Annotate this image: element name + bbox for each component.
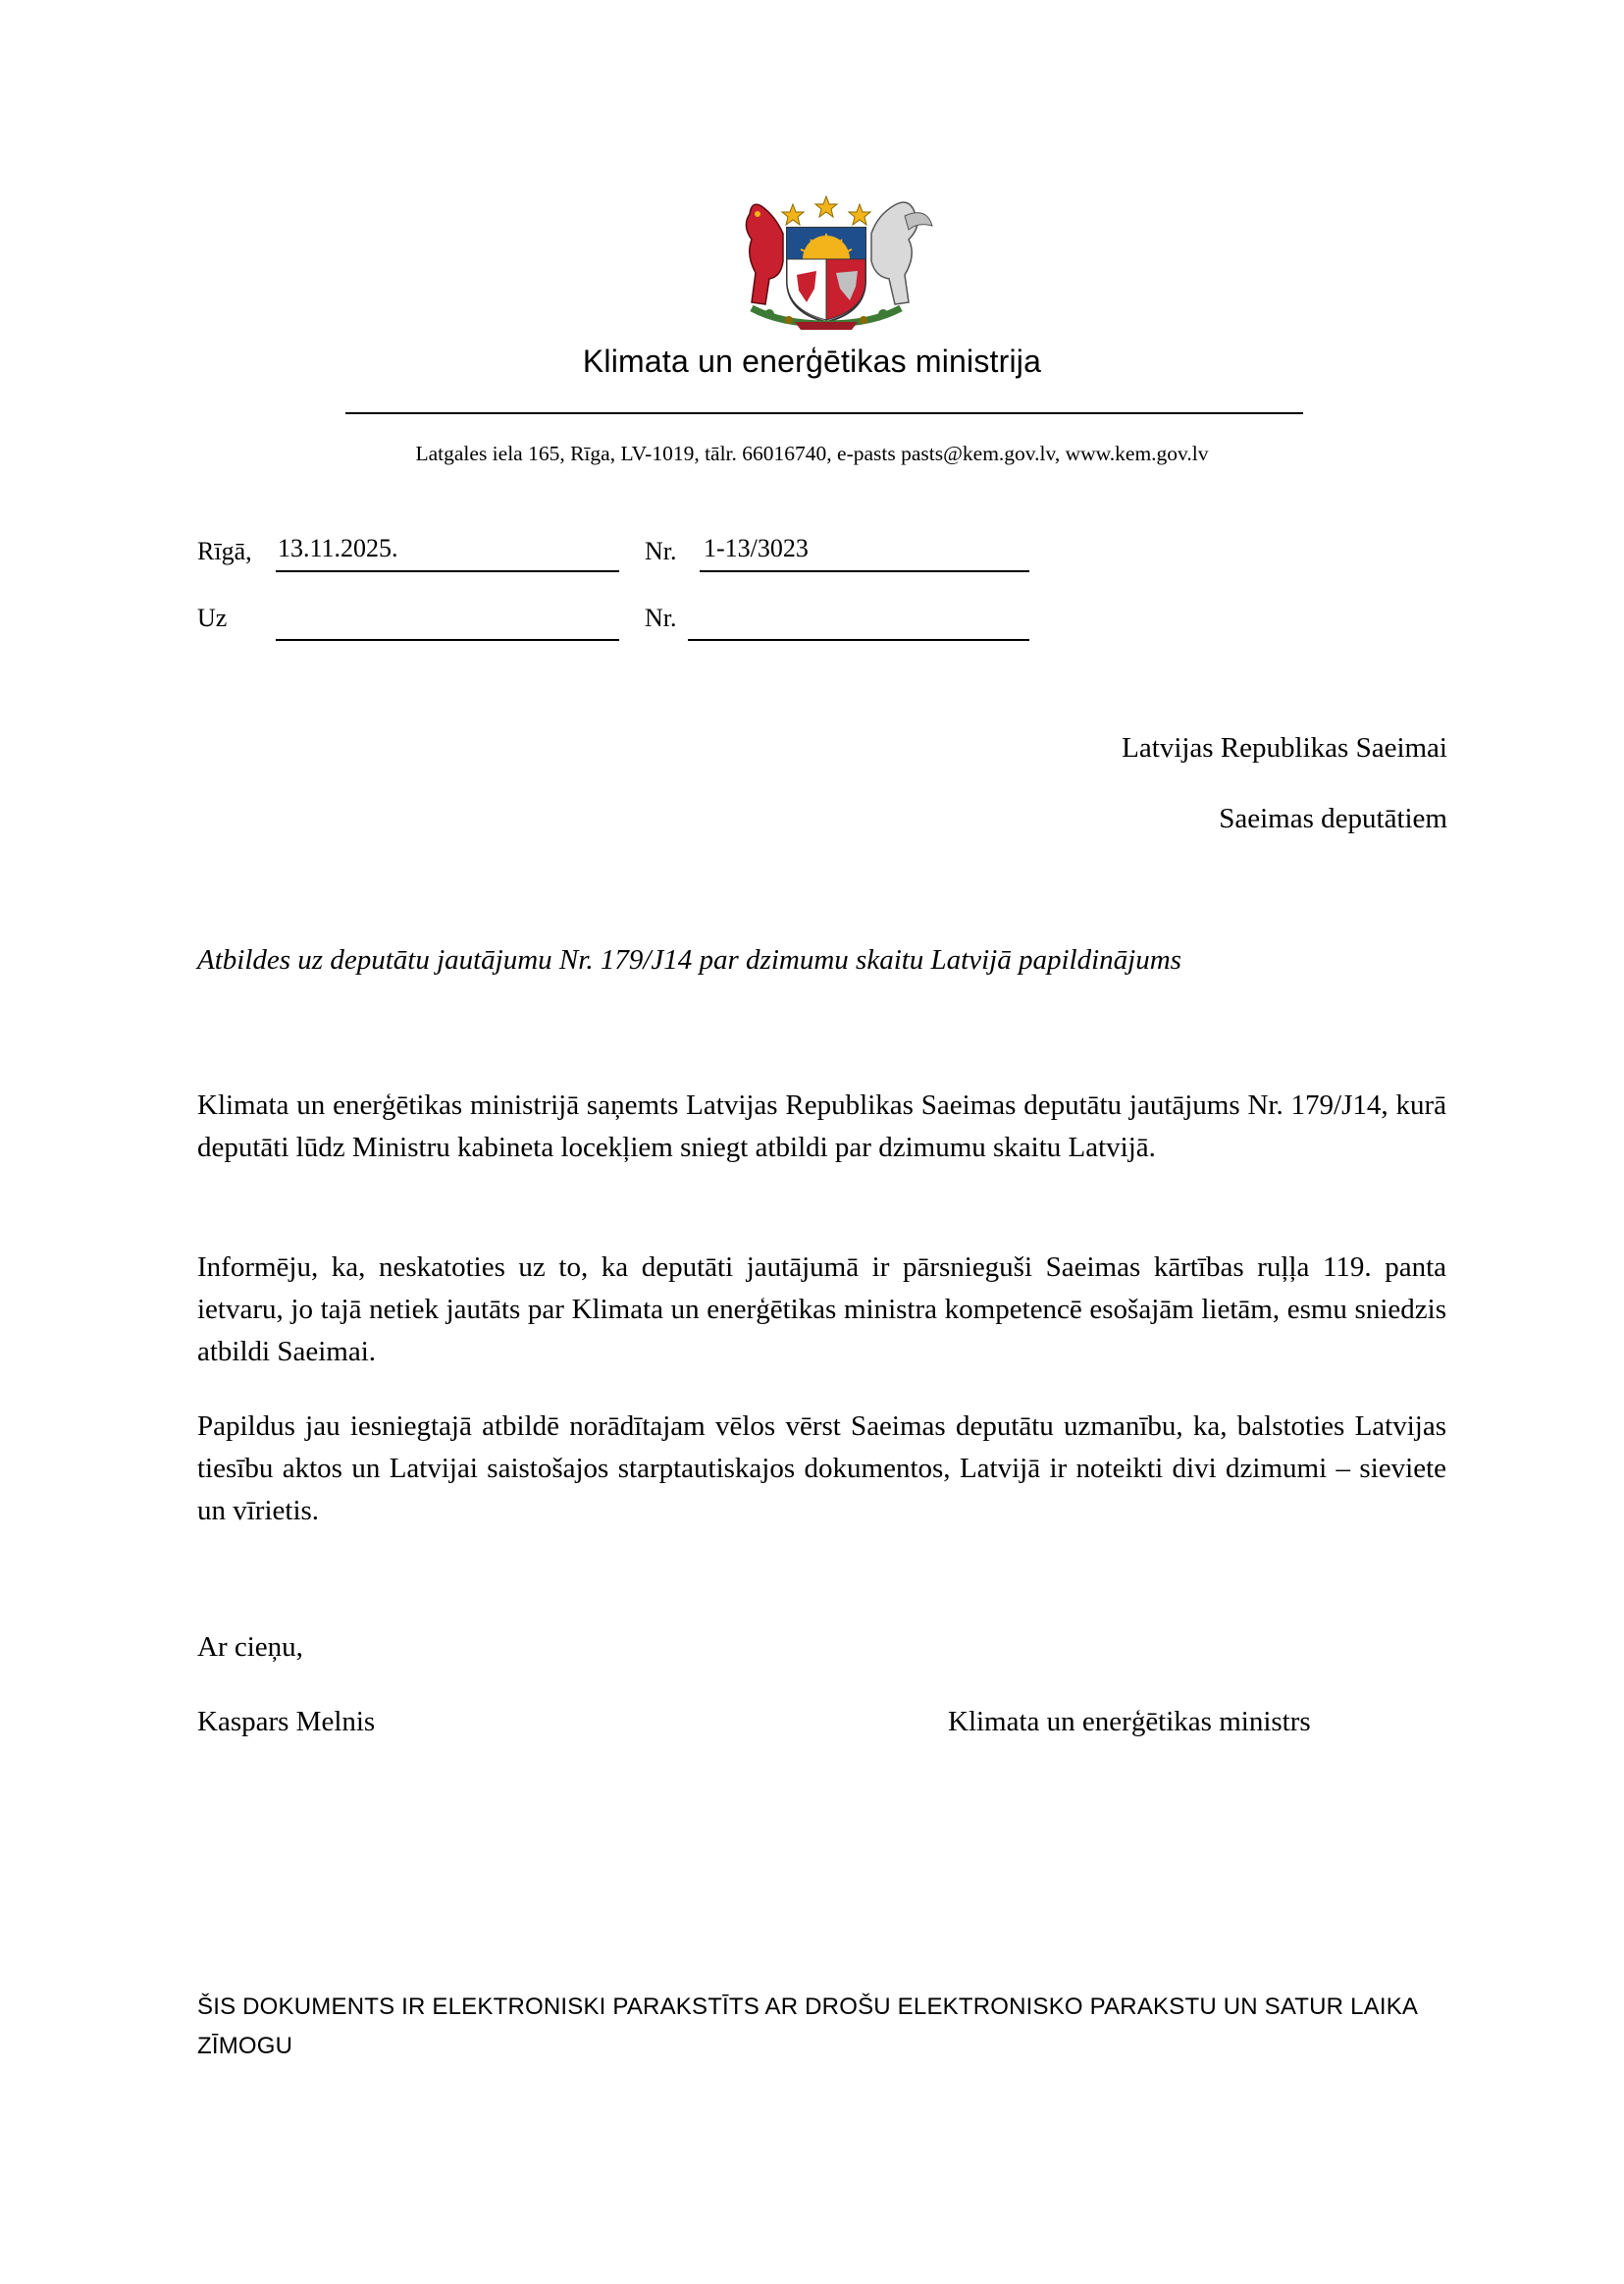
number-label: Nr. <box>645 537 677 565</box>
header-divider <box>345 412 1303 414</box>
to-number-label: Nr. <box>645 604 677 632</box>
closing: Ar cieņu, <box>197 1631 303 1663</box>
coat-of-arms-icon <box>712 186 940 332</box>
ministry-name: Klimata un enerģētikas ministrija <box>582 344 1042 379</box>
signer-name: Kaspars Melnis <box>197 1706 376 1737</box>
ministry-address: Latgales iela 165, Rīga, LV-1019, tālr. 66016740, e-pasts pasts@kem.gov.lv, www.kem.gov.lv <box>415 442 1209 465</box>
to-label: Uz <box>197 604 228 632</box>
letter-subject: Atbildes uz deputātu jautājumu Nr. 179/J14 par dzimumu skaitu Latvijā papildinājums <box>197 944 1181 976</box>
recipient-line-1: Latvijas Republikas Saeimai <box>1122 732 1447 764</box>
number-underline <box>700 570 1029 572</box>
body-paragraph-3: Papildus jau iesniegtajā atbildē norādītajam vēlos vērst Saeimas deputātu uzmanību, ka, balstoties Latvijas tiesību aktos un Latvijai saistošajos starptautiskajos dokumentos, Latvijā ir noteikti divi dzimumi – sieviete un vīrietis. <box>197 1410 1446 1526</box>
date-underline <box>276 570 619 572</box>
document-date: 13.11.2025. <box>278 534 398 562</box>
signer-title: Klimata un enerģētikas ministrs <box>948 1706 1311 1737</box>
document-number: 1-13/3023 <box>704 534 809 562</box>
recipient-line-2: Saeimas deputātiem <box>1219 803 1447 834</box>
place-label: Rīgā, <box>197 537 252 565</box>
body-paragraph-1: Klimata un enerģētikas ministrijā saņemts Latvijas Republikas Saeimas deputātu jautājums Nr. 179/J14, kurā deputāti lūdz Ministru kabineta locekļiem sniegt atbildi par dzimumu skaitu Latvijā. <box>197 1089 1446 1163</box>
electronic-signature-notice: ŠIS DOKUMENTS IR ELEKTRONISKI PARAKSTĪTS AR DROŠU ELEKTRONISKO PARAKSTU UN SATUR LAIKA ZĪMOGU <box>197 1993 1417 2059</box>
to-number-underline <box>688 639 1029 641</box>
to-underline <box>276 639 619 641</box>
body-paragraph-2: Informēju, ka, neskatoties uz to, ka deputāti jautājumā ir pārsnieguši Saeimas kārtības ruļļa 119. panta ietvaru, jo tajā netiek jautāts par Klimata un enerģētikas ministra kompetencē esošajām lietām, esmu sniedzis atbildi Saeimai. <box>197 1251 1446 1367</box>
